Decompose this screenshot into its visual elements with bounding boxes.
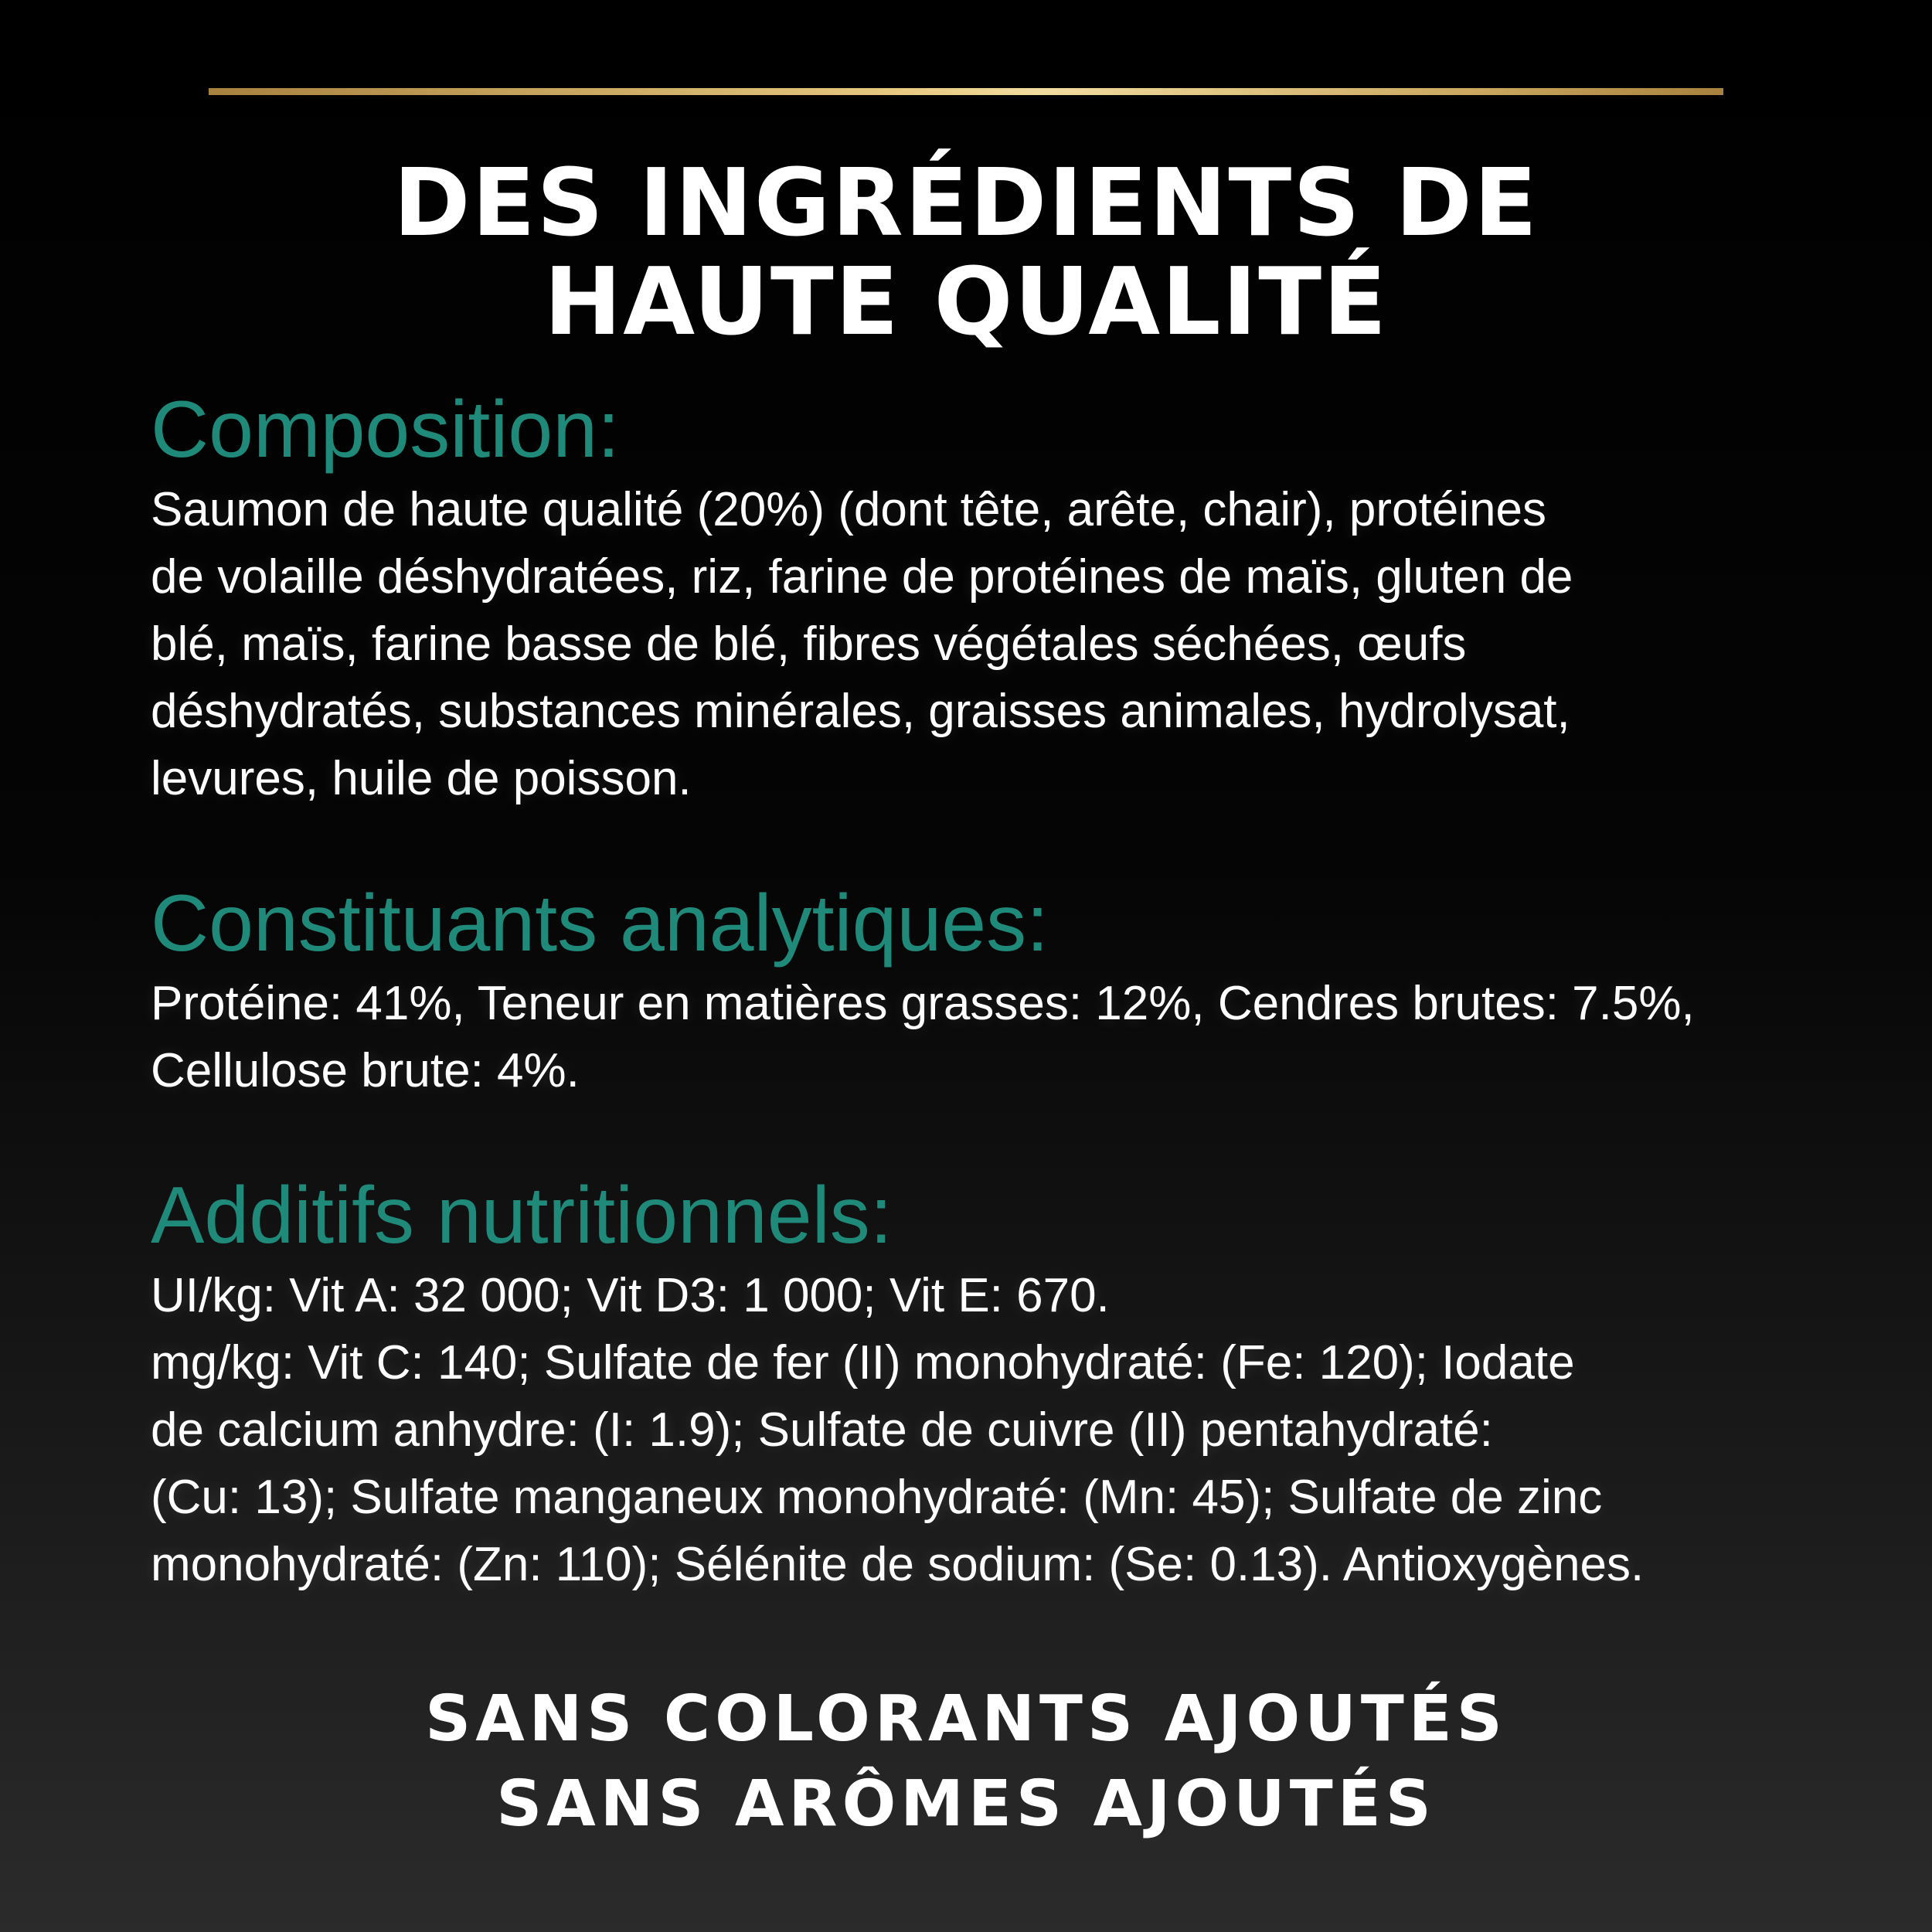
nutritional-additives-line: mg/kg: Vit C: 140; Sulfate de fer (II) monohydraté: (Fe: 120); Iodate [151,1336,1575,1389]
composition-text [151,476,1920,812]
nutritional-additives-line: (Cu: 13); Sulfate manganeux monohydraté: (Mn: 45); Sulfate de zinc [151,1471,1603,1524]
composition-line: déshydratés, substances minérales, graisses animales, hydrolysat, [151,685,1570,738]
analytical-constituents-text [151,970,1920,1104]
nutritional-additives-line: de calcium anhydre: (I: 1.9); Sulfate de cuivre (II) pentahydraté: [151,1403,1493,1457]
ingredients-content [151,386,1920,1666]
footer-claims [0,1677,1932,1847]
composition-line: de volaille déshydratées, riz, farine de protéines de maïs, gluten de [151,550,1573,604]
analytical-constituents-section [151,880,1920,1104]
analytical-constituents-heading: Constituants analytiques: [151,879,1049,968]
nutritional-additives-text [151,1262,1920,1598]
composition-line: blé, maïs, farine basse de blé, fibres végétales séchées, œufs [151,617,1467,671]
gold-divider-rule [209,88,1723,95]
page-title-line-1: DES INGRÉDIENTS DE [393,150,1539,257]
composition-section [151,386,1920,812]
no-added-colorants-claim: SANS COLORANTS AJOUTÉS [425,1682,1507,1756]
composition-heading: Composition: [151,385,620,474]
nutritional-additives-line: monohydraté: (Zn: 110); Sélénite de sodium: (Se: 0.13). Antioxygènes. [151,1538,1645,1591]
no-added-flavors-claim: SANS ARÔMES AJOUTÉS [496,1767,1436,1841]
page-title [0,150,1932,356]
page-title-line-2: HAUTE QUALITÉ [543,249,1389,356]
composition-line: Saumon de haute qualité (20%) (dont tête, arête, chair), protéines [151,483,1546,536]
nutritional-additives-heading: Additifs nutritionnels: [151,1171,893,1260]
composition-line: levures, huile de poisson. [151,752,692,805]
nutritional-additives-section [151,1172,1920,1598]
analytical-constituents-line: Protéine: 41%, Teneur en matières grasses: 12%, Cendres brutes: 7.5%, [151,977,1695,1030]
analytical-constituents-line: Cellulose brute: 4%. [151,1044,580,1097]
nutritional-additives-line: UI/kg: Vit A: 32 000; Vit D3: 1 000; Vit E: 670. [151,1269,1110,1322]
